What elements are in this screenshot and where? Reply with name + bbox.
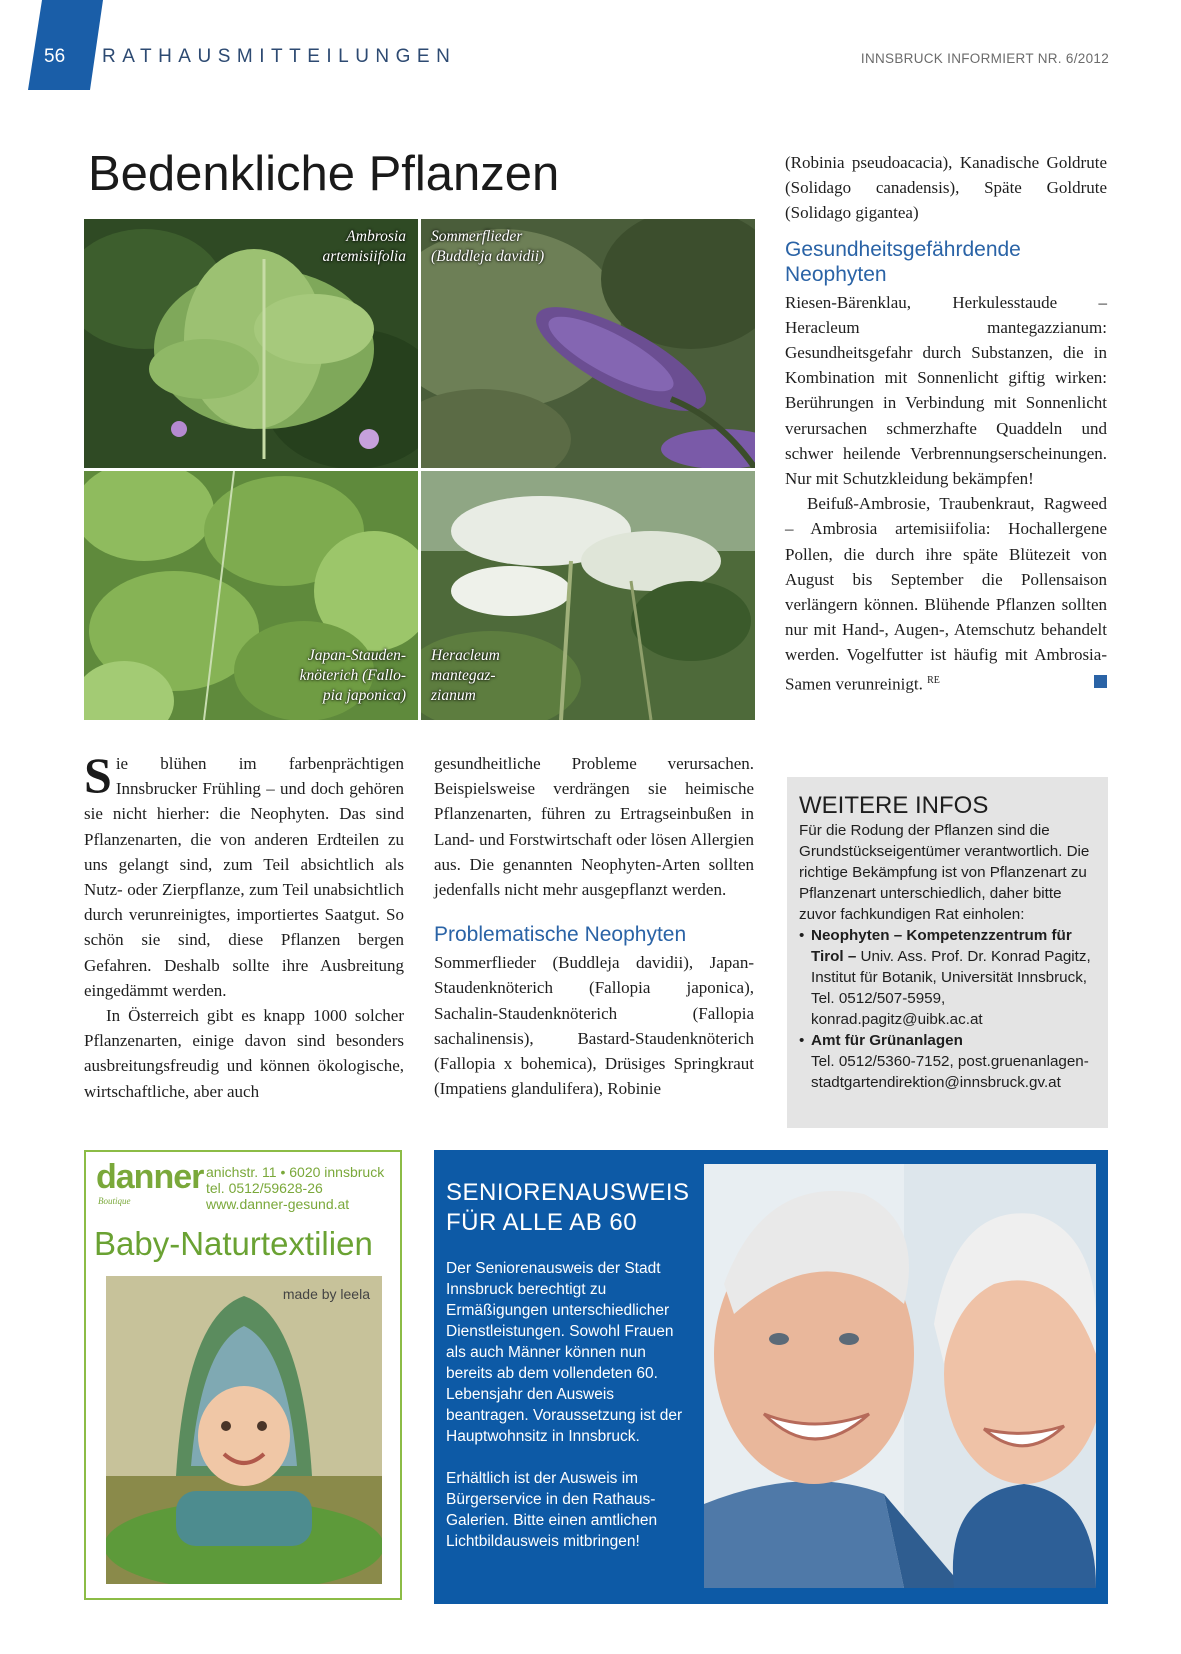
danner-headline: Baby-Naturtextilien	[94, 1225, 373, 1262]
article-column-3	[785, 150, 1107, 697]
article-column-1	[84, 747, 404, 1104]
baby-photo	[106, 1276, 382, 1584]
body-paragraph: Sommerflieder (Buddleja davidii), Japan-Staudenknöterich (Fallopia japonica), Sachalin-Staudenknöterich (Fallopia sachalinensis), Bastard-Staudenknöterich (Fallopia x bohemica), Drüsiges Springkraut (Impatiens glandulifera), Robinie	[434, 953, 754, 1099]
contact-item: • Neophyten – Kompetenzzentrum für Tirol – Univ. Ass. Prof. Dr. Konrad Pagitz, Institut für Botanik, Universität Innsbruck, Tel. 0512/507-5959, konrad.pagitz@uibk.ac.at	[799, 925, 1099, 1030]
body-paragraph: In Österreich gibt es knapp 1000 solcher Pflanzenarten, einige davon sind besonders ausbreitungsfreudig und können ökologische, wirtschaftliche, aber auch	[84, 1006, 404, 1101]
photo-buddleja	[421, 219, 755, 468]
photo-ambrosia	[84, 219, 418, 468]
info-box-title: WEITERE INFOS	[799, 792, 989, 819]
senior-id-advertisement	[434, 1150, 1108, 1604]
body-paragraph: (Robinia pseudoacacia), Kanadische Goldrute (Solidago canadensis), Späte Goldrute (Solidago gigantea)	[785, 153, 1107, 223]
caption-ambrosia: Ambrosia artemisiifolia	[322, 228, 406, 265]
contact-item: • Amt für Grünanlagen Tel. 0512/5360-7152, post.gruenanlagen-stadtgartendirektion@innsbruck.gv.at	[799, 1030, 1099, 1093]
info-box	[787, 777, 1108, 1128]
danner-website-link[interactable]: www.danner-gesund.at	[206, 1196, 350, 1212]
subheading-health: Gesundheitsgefährdende Neophyten	[785, 237, 1021, 286]
caption-buddleja: Sommerflieder (Buddleja davidii)	[431, 228, 545, 265]
senior-couple-photo	[704, 1164, 1096, 1588]
senior-ad-title: SENIORENAUSWEIS FÜR ALLE AB 60	[446, 1179, 690, 1236]
subheading-problematic: Problematische Neophyten	[434, 923, 687, 947]
danner-logo-subtitle: Boutique	[98, 1196, 131, 1206]
senior-ad-text: Der Seniorenausweis der Stadt Innsbruck berechtigt zu Ermäßigungen unterschiedlicher Dienstleistungen. Sowohl Frauen als auch Männer können nun bereits ab dem vollendeten 60. Lebensjahr den Ausweis beantragen. Voraussetzung ist der Hauptwohnsitz in Innsbruck. Erhältlich ist der Ausweis im Bürgerservice in den Rathaus-Galerien. Bitte einen amtlichen Lichtbildausweis mitbringen!	[446, 1260, 683, 1550]
body-paragraph: gesundheitliche Probleme verursachen. Beispielsweise verdrängen sie heimische Pflanzenarten, führen zu Ertragseinbußen in Land- und Forstwirtschaft oder lösen Allergien aus. Die genannten Neophyten-Arten sollten jedenfalls nicht mehr ausgepflanzt werden.	[434, 754, 754, 900]
article-title: Bedenkliche Pflanzen	[88, 147, 560, 201]
section-title: RATHAUSMITTEILUNGEN	[102, 46, 457, 67]
photo-fallopia	[84, 471, 418, 720]
made-by-label: made by leela	[282, 1286, 370, 1302]
caption-fallopia: Japan-Stauden- knöterich (Fallo- pia japonica)	[299, 647, 406, 704]
info-box-intro: Für die Rodung der Pflanzen sind die Grundstückseigentümer verantwortlich. Die richtige Bekämpfung ist von Pflanzenart zu Pflanzenart unterschiedlich, daher bitte zuvor fachkundigen Rat einholen:	[799, 822, 1090, 923]
author-initials: RE	[927, 674, 940, 686]
photo-heracleum	[421, 471, 755, 720]
page-number: 56	[44, 46, 66, 67]
danner-advertisement[interactable]	[84, 1150, 402, 1600]
info-box-body	[799, 820, 1099, 1093]
drop-cap: S	[84, 747, 112, 803]
danner-contact: anichstr. 11 • 6020 innsbruck tel. 0512/59628-26 www.danner-gesund.at	[206, 1164, 385, 1212]
body-paragraph-ambrosia: Beifuß-Ambrosie, Traubenkraut, Ragweed – Ambrosia artemisiifolia: Hochallergene Pollen, die durch ihre späte Blütezeit von August bis September die Pollensaison verlängern können. Blühende Pflanzen sollten nur mit Hand-, Augen-, Atemschutz behandelt werden. Vogelfutter ist häufig mit Ambrosia-Samen verunreinigt. $^{RE}$	[785, 494, 1107, 694]
article-column-2	[434, 751, 754, 1101]
issue-info: INNSBRUCK INFORMIERT NR. 6/2012	[860, 51, 1109, 66]
body-paragraph: Riesen-Bärenklau, Herkulesstaude – Heracleum mantegazzianum: Gesundheitsgefahr durch Substanzen, die in Kombination mit Sonnenlicht giftig wirken: Berührungen in Verbindung mit Sonnenlicht verursachen schmerzhafte Quaddeln und schwer heilende Verbrennungserscheinungen. Nur mit Schutzkleidung bekämpfen!	[785, 292, 1107, 489]
end-marker	[1094, 675, 1107, 688]
intro-paragraph: Sie blühen im farbenprächtigen Innsbrucker Frühling – und doch gehören sie nicht hierher: die Neophyten. Das sind Pflanzenarten, die von anderen Erdteilen zu uns gelangt sind, zum Teil absichtlich als Nutz- oder Zierpflanze, zum Teil unabsichtlich durch verunreinigtes, importiertes Saatgut. So schön sie sind, diese Pflanzen bergen Gefahren. Deshalb sollte ihre Ausbreitung eingedämmt werden.	[84, 747, 404, 1000]
caption-heracleum: Heracleum mantegaz- zianum	[431, 647, 500, 704]
page-number-tab	[28, 0, 103, 90]
danner-logo: danner	[96, 1158, 204, 1196]
